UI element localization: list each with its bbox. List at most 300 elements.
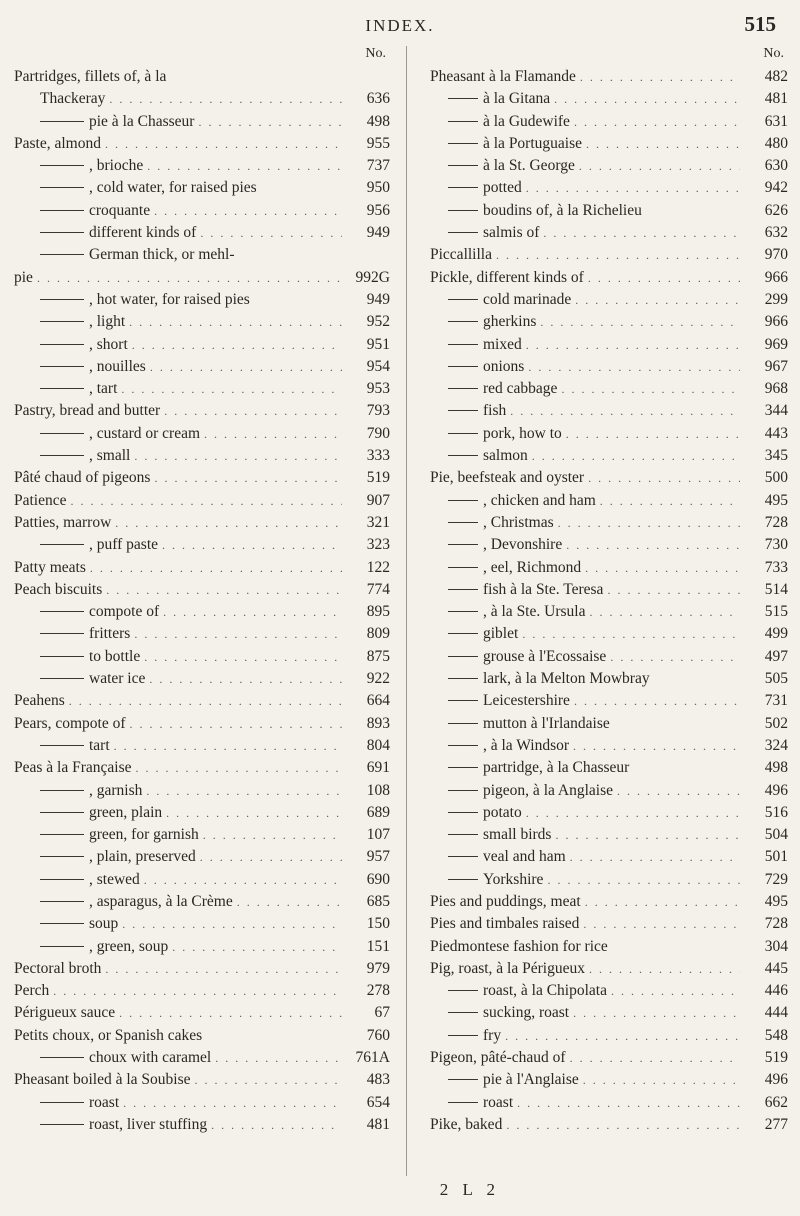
ditto-dash [40,812,84,813]
ditto-dash [448,745,478,746]
ditto-dash [448,990,478,991]
ditto-dash [448,299,478,300]
index-entry [430,400,788,422]
index-entry [14,757,390,779]
ditto-dash [40,656,84,657]
dot-leader [147,155,342,177]
dot-leader [506,1114,740,1136]
entry-text: Partridges, fillets of, à la [14,68,167,85]
dot-leader [510,400,740,422]
dot-leader [150,356,342,378]
entry-text: Peahens [14,692,65,710]
entry-text: Yorkshire [483,870,544,888]
dot-leader [526,802,740,824]
entry-number: 662 [764,1093,788,1111]
entry-text: Périgueux sauce [14,1004,116,1022]
entry-number: 481 [366,1115,390,1133]
dot-leader [611,980,740,1002]
entry-number: 969 [764,335,788,353]
index-entry [14,846,390,868]
entry-text: à la St. George [483,157,575,175]
index-entry [14,1069,390,1091]
entry-number: 107 [366,826,390,844]
entry-text: , Christmas [483,513,554,531]
entry-number: 793 [366,402,390,420]
entry-text: compote of [89,603,160,621]
dot-leader [570,1047,740,1069]
index-entry [430,690,788,712]
entry-number: 299 [764,290,788,308]
index-entry [430,200,788,222]
entry-number: 970 [764,246,788,264]
entry-number: 496 [764,1071,788,1089]
index-entry [430,534,788,556]
index-entry [14,66,390,88]
index-entry [14,646,390,668]
index-entry [14,534,390,556]
index-entry [430,423,788,445]
ditto-dash [448,856,478,857]
index-entry [14,1025,390,1047]
index-entry [14,713,390,735]
entry-number: 636 [366,90,390,108]
entry-text: , brioche [89,157,144,175]
dot-leader [554,88,740,110]
entry-text: Paste, almond [14,134,101,152]
index-entry [14,958,390,980]
entry-text: , puff paste [89,536,159,554]
dot-leader [90,557,342,579]
ditto-dash [448,1012,478,1013]
dot-leader [558,512,740,534]
entry-number: 907 [366,491,390,509]
entry-number: 790 [366,424,390,442]
entry-number: 516 [764,803,788,821]
index-entry [14,334,390,356]
index-entry [14,177,390,199]
dot-leader [547,869,740,891]
entry-text: boudins of, à la Richelieu [483,201,642,219]
dot-leader [122,913,342,935]
entry-text: , à la Ste. Ursula [483,603,586,621]
ditto-dash [40,879,84,880]
entry-number: 345 [764,447,788,465]
dot-leader [237,891,342,913]
entry-number: 966 [764,313,788,331]
entry-number: 499 [764,625,788,643]
index-entry [14,378,390,400]
dot-leader [198,111,342,133]
dot-leader [136,757,343,779]
entry-text: , nouilles [89,357,146,375]
dot-leader [561,378,740,400]
dot-leader [162,534,342,556]
dot-leader [203,824,342,846]
entry-text: , stewed [89,870,140,888]
entry-number: 967 [764,357,788,375]
entry-number: 630 [764,157,788,175]
entry-text: mixed [483,335,522,353]
page-number: 515 [744,12,776,36]
ditto-dash [448,589,478,590]
entry-number: 691 [366,759,390,777]
entry-text: , plain, preserved [89,848,196,866]
entry-number: 966 [764,268,788,286]
entry-text: Peach biscuits [14,580,103,598]
entry-text: à la Gitana [483,90,551,108]
ditto-dash [448,121,478,122]
dot-leader [114,735,342,757]
ditto-dash [40,856,84,857]
dot-leader [528,356,740,378]
index-entry [14,445,390,467]
index-entry [14,802,390,824]
index-entry [430,623,788,645]
index-entry [430,177,788,199]
entry-text: roast, liver stuffing [89,1115,208,1133]
ditto-dash [40,1057,84,1058]
entry-text: , asparagus, à la Crème [89,892,233,910]
entry-number: 548 [764,1026,788,1044]
index-entry [430,869,788,891]
entry-number: 519 [366,469,390,487]
ditto-dash [448,232,478,233]
entry-text: grouse à l'Ecossaise [483,647,607,665]
index-entry [430,735,788,757]
dot-leader [129,713,342,735]
entry-text: different kinds of [89,224,197,242]
ditto-dash [448,143,478,144]
entry-number: 150 [366,915,390,933]
index-entry [430,913,788,935]
dot-leader [123,1092,342,1114]
entry-number: 774 [366,580,390,598]
entry-number: 654 [366,1093,390,1111]
entry-number: 505 [764,670,788,688]
index-entry [430,378,788,400]
dot-leader [200,222,342,244]
index-entry [430,467,788,489]
index-entry [430,1092,788,1114]
entry-text: Pheasant à la Flamande [430,68,576,85]
entry-text: lark, à la Melton Mowbray [483,670,650,688]
column-heading [14,46,390,66]
dot-leader [134,623,342,645]
ditto-dash [448,879,478,880]
index-entry [430,958,788,980]
entry-number: 809 [366,625,390,643]
entry-text: Pike, baked [430,1115,503,1133]
index-entry [430,133,788,155]
entry-number: 992G [355,268,390,286]
entry-number: 443 [764,424,788,442]
index-entry [430,757,788,779]
entry-text: , cold water, for raised pies [89,179,257,197]
entry-text: red cabbage [483,380,558,398]
entry-text: à la Portuguaise [483,134,583,152]
entry-text: , Devonshire [483,536,563,554]
entry-number: 955 [366,134,390,152]
index-entry [14,244,390,266]
entry-number: 953 [366,380,390,398]
entry-number: 895 [366,603,390,621]
entry-number: 968 [764,380,788,398]
dot-leader [570,846,740,868]
dot-leader [555,824,740,846]
entry-number: 729 [764,870,788,888]
dot-leader [119,1002,342,1024]
entry-number: 804 [366,736,390,754]
entry-text: Pigeon, pâté-chaud of [430,1049,566,1067]
index-entry [430,490,788,512]
index-entry [14,690,390,712]
ditto-dash [448,812,478,813]
index-column-left [14,46,390,1136]
index-entry [430,646,788,668]
ditto-dash [448,700,478,701]
ditto-dash [40,433,84,434]
entry-number: 728 [764,513,788,531]
ditto-dash [40,187,84,188]
entry-text: Pies and timbales raised [430,915,580,933]
index-entry [430,846,788,868]
dot-leader [580,66,740,88]
entry-number: 626 [764,201,788,219]
entry-text: veal and ham [483,848,566,866]
entry-text: , chicken and ham [483,491,596,509]
index-entry-list [14,66,390,1136]
entry-text: Perch [14,982,50,1000]
entry-text: pork, how to [483,424,562,442]
dot-leader [583,913,740,935]
entry-number: 497 [764,647,788,665]
index-entry [430,1069,788,1091]
entry-number: 956 [366,201,390,219]
dot-leader [607,579,740,601]
entry-number: 278 [366,982,390,1000]
index-entry [430,668,788,690]
running-title: INDEX. [365,16,435,35]
index-entry [430,334,788,356]
ditto-dash [448,321,478,322]
index-entry [14,512,390,534]
dot-leader [172,936,342,958]
dot-leader [522,623,740,645]
ditto-dash [40,366,84,367]
ditto-dash [448,210,478,211]
entry-number: 444 [764,1004,788,1022]
entry-number: 504 [764,826,788,844]
dot-leader [588,267,740,289]
dot-leader [144,869,342,891]
index-entry [14,668,390,690]
entry-number: 481 [764,90,788,108]
entry-number: 728 [764,915,788,933]
entry-number: 733 [764,558,788,576]
entry-text: Pheasant boiled à la Soubise [14,1071,191,1089]
entry-number: 446 [764,982,788,1000]
dot-leader [526,334,740,356]
index-entry [430,289,788,311]
page-header [0,12,800,42]
entry-number: 321 [366,513,390,531]
number-heading: No. [365,46,386,61]
entry-number: 893 [366,714,390,732]
dot-leader [610,646,740,668]
entry-number: 952 [366,313,390,331]
index-entry [430,980,788,1002]
entry-number: 500 [764,469,788,487]
entry-text: pie à l'Anglaise [483,1071,579,1089]
ditto-dash [40,299,84,300]
entry-text: small birds [483,826,552,844]
entry-number: 498 [764,759,788,777]
entry-number: 761A [355,1049,390,1067]
ditto-dash [448,165,478,166]
entry-text: fry [483,1026,502,1044]
index-entry [14,891,390,913]
ditto-dash [40,165,84,166]
index-entry [14,133,390,155]
entry-text: Pie, beefsteak and oyster [430,469,585,487]
index-entry [430,111,788,133]
entry-number: 324 [764,736,788,754]
dot-leader [617,780,740,802]
dot-leader [526,177,740,199]
entry-number: 949 [366,224,390,242]
ditto-dash [40,1124,84,1125]
dot-leader [543,222,740,244]
index-entry [430,713,788,735]
entry-text: Patties, marrow [14,513,112,531]
dot-leader [589,958,740,980]
index-entry [14,623,390,645]
entry-text: roast [89,1093,120,1111]
dot-leader [573,735,740,757]
entry-number: 949 [366,290,390,308]
ditto-dash [40,834,84,835]
column-divider [406,46,407,1176]
index-entry [14,490,390,512]
ditto-dash [40,232,84,233]
entry-number: 277 [764,1115,788,1133]
entry-number: 950 [366,179,390,197]
ditto-dash [448,544,478,545]
index-entry [430,66,788,88]
dot-leader [505,1025,740,1047]
index-entry [14,400,390,422]
dot-leader [575,289,740,311]
dot-leader [129,311,342,333]
index-entry [14,1092,390,1114]
index-column-right [430,46,788,1136]
entry-text: roast, à la Chipolata [483,982,607,1000]
entry-number: 501 [764,848,788,866]
ditto-dash [448,98,478,99]
entry-text: Patience [14,491,67,509]
dot-leader [154,200,342,222]
entry-text: , custard or cream [89,424,201,442]
index-entry [14,980,390,1002]
dot-leader [574,111,740,133]
entry-text: roast [483,1093,514,1111]
ditto-dash [40,923,84,924]
entry-text: fritters [89,625,131,643]
index-entry [14,289,390,311]
ditto-dash [40,210,84,211]
index-entry [430,824,788,846]
entry-text: croquante [89,201,151,219]
entry-number: 323 [366,536,390,554]
entry-number: 519 [764,1049,788,1067]
entry-text: Leicestershire [483,692,570,710]
entry-number: 730 [764,536,788,554]
entry-number: 502 [764,714,788,732]
ditto-dash [448,633,478,634]
entry-number: 631 [764,112,788,130]
entry-number: 483 [366,1071,390,1089]
entry-number: 957 [366,848,390,866]
entry-text: fish à la Ste. Teresa [483,580,604,598]
ditto-dash [448,344,478,345]
ditto-dash [448,500,478,501]
entry-text: partridge, à la Chasseur [483,759,630,777]
dot-leader [105,958,342,980]
entry-number: 731 [764,692,788,710]
dot-leader [164,400,342,422]
entry-text: gherkins [483,313,537,331]
dot-leader [37,267,342,289]
entry-text: Pies and puddings, meat [430,892,581,910]
index-entry [14,557,390,579]
ditto-dash [448,1079,478,1080]
entry-text: , à la Windsor [483,736,570,754]
entry-text: salmis of [483,224,540,242]
index-entry [430,1047,788,1069]
dot-leader [144,646,342,668]
index-entry [14,311,390,333]
index-entry [430,891,788,913]
index-entry [14,155,390,177]
ditto-dash [40,901,84,902]
ditto-dash [40,946,84,947]
entry-text: , short [89,335,128,353]
index-entry [430,155,788,177]
entry-number: 67 [374,1004,390,1022]
dot-leader [215,1047,342,1069]
dot-leader [586,133,740,155]
entry-text: German thick, or mehl- [89,246,235,264]
entry-text: à la Gudewife [483,112,570,130]
entry-text: fish [483,402,507,420]
dot-leader [583,1069,740,1091]
ditto-dash [40,344,84,345]
dot-leader [106,579,342,601]
entry-text: Pig, roast, à la Périgueux [430,959,585,977]
entry-text: choux with caramel [89,1049,212,1067]
entry-number: 515 [764,603,788,621]
ditto-dash [40,388,84,389]
dot-leader [121,378,342,400]
index-entry [14,913,390,935]
index-entry [14,356,390,378]
dot-leader [105,133,342,155]
index-entry [430,557,788,579]
entry-number: 498 [366,112,390,130]
index-entry-list [430,66,788,1136]
entry-number: 482 [764,68,788,85]
index-entry [14,111,390,133]
